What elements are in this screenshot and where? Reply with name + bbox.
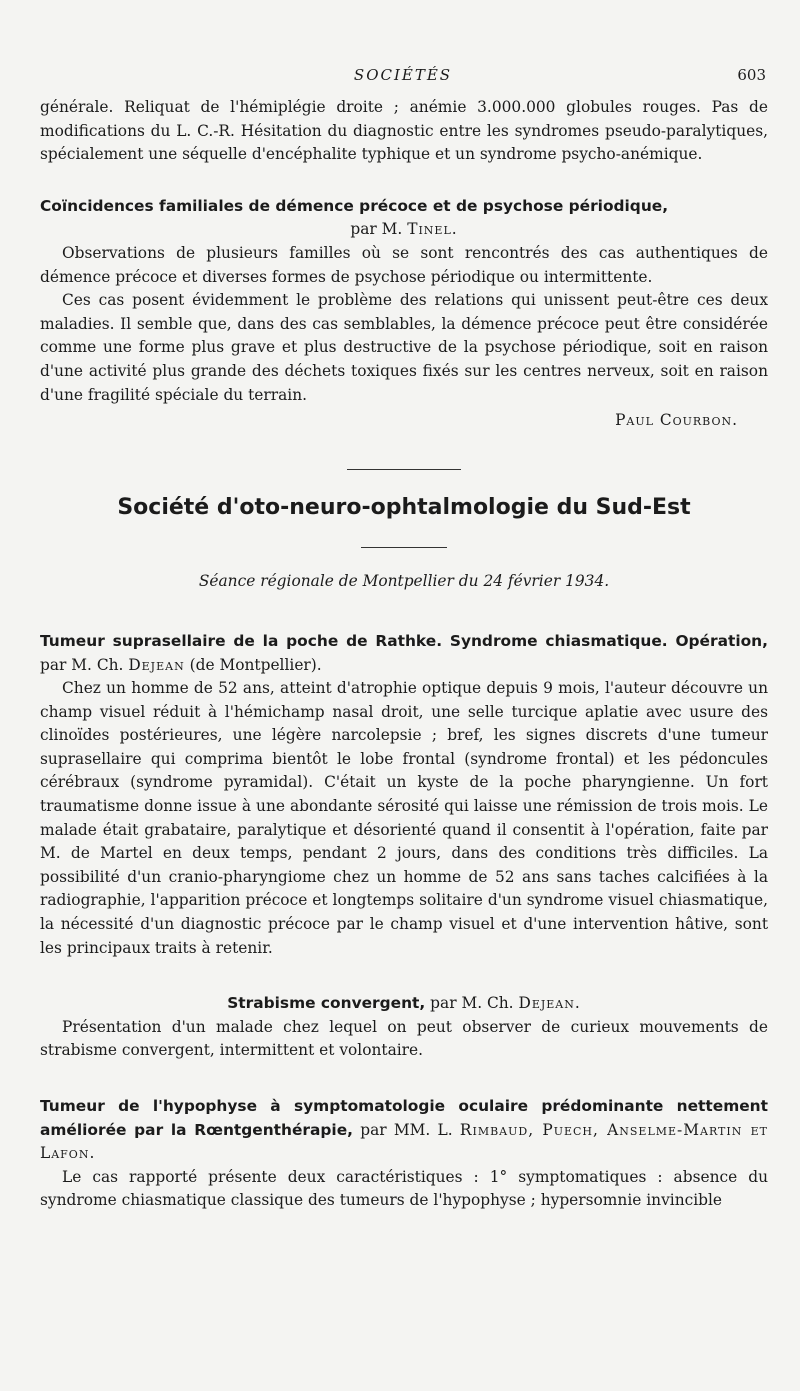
article-paragraph: Présentation d'un malade chez lequel on peut observer de curieux mouvements de strabisme convergent, intermittent et volontaire. [40,1017,768,1060]
author-names: Rimbaud, Puech, Anselme-Martin et Lafon. [40,1120,768,1163]
page-header [40,66,766,90]
article-title: Coïncidences familiales de démence précoce et de psychose périodique, [40,196,669,215]
article-paragraph: Chez un homme de 52 ans, atteint d'atrophie optique depuis 9 mois, l'auteur découvre un champ visuel réduit à l'hémichamp nasal droit, une selle turcique aplatie avec usure des clinoïdes postérieures, une légère narcolepsie ; bref, les signes discrets d'une tumeur suprasellaire qui comprima bientôt le lobe frontal (syndrome frontal) et les pédoncules cérébraux (syndrome pyramidal). C'était un kyste de la poche pharyngienne. Un fort traumatisme donne issue à une abondante sérosité qui laisse une rémission de trois mois. Le malade était grabataire, paralytique et désorienté quand il consentit à l'opération, faite par M. de Martel en deux temps, pendant 2 jours, dans des conditions très difficiles. La possibilité d'un cranio-pharyngiome chez un homme de 52 ans sans taches calcifiées à la radiographie, l'apparition précoce et longtemps solitaire d'un syndrome visuel chiasmatique, la nécessité d'un diagnostic précoce par le champ visuel et d'une intervention hâtive, sont les principaux traits à retenir. [40,679,768,957]
article-strabisme [40,992,768,1063]
article-paragraph: Ces cas posent évidemment le problème des relations qui unissent peut-être ces deux maladies. Il semble que, dans des cas semblables, la démence précoce peut être considérée comme une forme plus grave et plus destructive de la psychose périodique, soit en raison d'une activité plus grande des déchets toxiques fixés sur les centres nerveux, soit en raison d'une fragilité spéciale du terrain. [40,291,768,404]
signature: Paul Courbon. [615,411,738,430]
running-head: SOCIÉTÉS [353,66,453,84]
article-paragraph: Observations de plusieurs familles où se sont rencontrés des cas authentiques de démence précoce et diverses formes de psychose périodique ou intermittente. [40,243,768,286]
article-title: Strabisme convergent, par M. Ch. Dejean. [227,994,581,1013]
continued-paragraph: générale. Reliquat de l'hémiplégie droite ; anémie 3.000.000 globules rouges. Pas de modifications du L. C.-R. Hésitation du diagnostic entre les syndromes pseudo-paralytiques, spécialement une séquelle d'encéphalite typhique et un syndrome psycho-anémique. [40,98,768,164]
author-name: Dejean [128,655,185,674]
article-tumeur-rathke [40,630,768,960]
article-title: Tumeur suprasellaire de la poche de Rathke. Syndrome chiasmatique. Opération, par M. Ch. Dejean (de Montpellier). [40,631,768,674]
seance-line: Séance régionale de Montpellier du 24 février 1934. [198,572,610,591]
article-paragraph: Le cas rapporté présente deux caractéristiques : 1° symptomatiques : absence du syndrome chiasmatique classique des tumeurs de l'hypophyse ; hypersomnie invincible [40,1167,768,1210]
article-title: Tumeur de l'hypophyse à symptomatologie oculaire prédominante nettement améliorée par la Rœntgenthérapie, par MM. L. Rimbaud, Puech, Anselme-Martin et Lafon. [40,1097,768,1163]
author-name: Dejean. [518,994,581,1013]
article-hypophyse [40,1095,768,1213]
article-byline: par M. Tinel. [350,220,458,239]
author-name: Tinel. [407,220,458,239]
page-body [40,96,768,1213]
society-heading: Société d'oto-neuro-ophtalmologie du Sud-Est [117,494,691,520]
page-number: 603 [737,66,766,84]
divider [347,469,461,470]
article-coincidences [40,195,768,433]
divider [361,547,447,548]
